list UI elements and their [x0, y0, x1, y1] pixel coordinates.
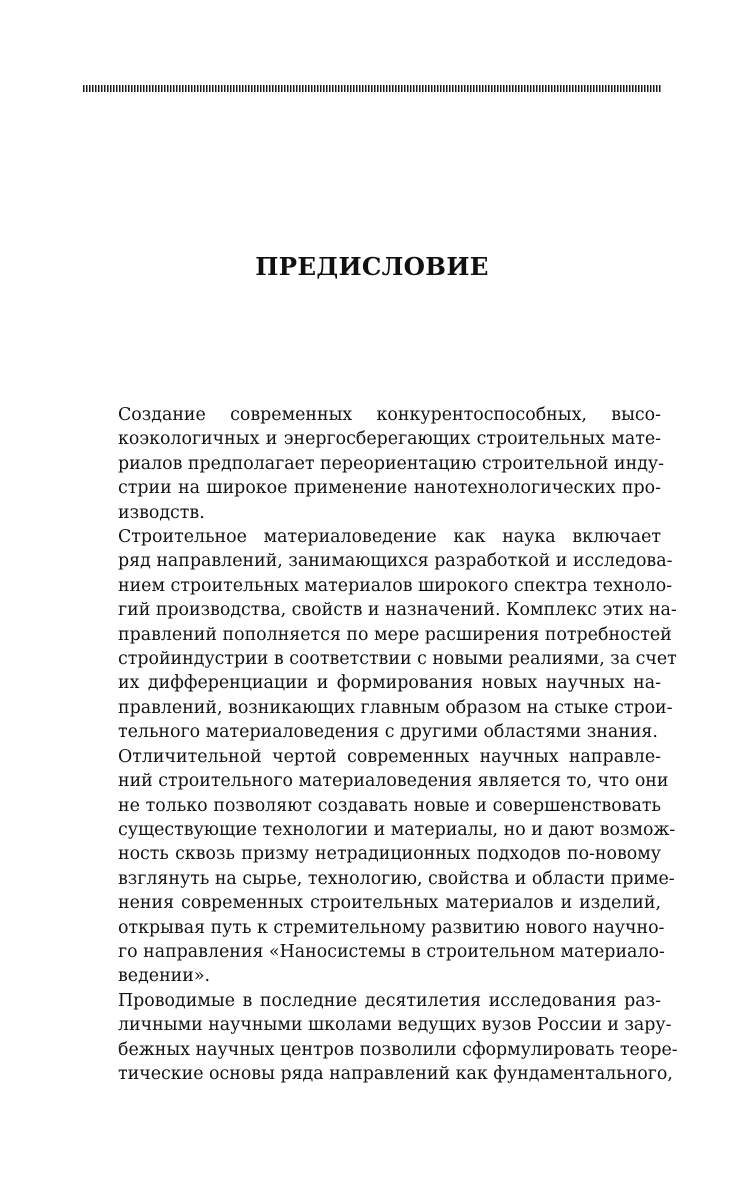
text-line: не только позволяют создавать новые и совершенствовать: [118, 795, 661, 816]
body-text: [83, 403, 678, 1086]
text-line: открывая путь к стремительному развитию нового научно-: [118, 917, 665, 938]
text-line: Проводимые в последние десятилетия исследования раз-: [118, 990, 661, 1011]
text-line: Строительное материаловедение как наука включает: [118, 527, 661, 548]
text-line: изводств.: [118, 502, 205, 523]
text-line: стрии на широкое применение нанотехнологических про-: [118, 478, 661, 499]
text-line: стройиндустрии в соответствии с новыми реалиями, за счет: [118, 649, 677, 670]
text-line: их дифференциации и формирования новых научных на-: [118, 673, 661, 694]
paragraph-2: [83, 525, 677, 745]
text-line: ность сквозь призму нетрадиционных подходов по-новому: [118, 844, 661, 865]
paragraph-1: [83, 403, 665, 525]
text-line: личными научными школами ведущих вузов России и зару-: [118, 1015, 672, 1036]
text-line: Создание современных конкурентоспособных, высо-: [118, 405, 661, 425]
text-line: го направления «Наносистемы в строительном материало-: [118, 941, 665, 962]
text-line: правлений, возникающих главным образом на стыке строи-: [118, 697, 673, 718]
text-line: тические основы ряда направлений как фундаментального,: [118, 1063, 673, 1084]
paragraph-3: [83, 745, 676, 989]
text-line: коэкологичных и энергосберегающих строительных мате-: [118, 429, 661, 450]
text-line: правлений пополняется по мере расширения потребностей: [118, 624, 672, 645]
text-line: бежных научных центров позволили сформулировать теоре-: [118, 1039, 678, 1060]
text-line: тельного материаловедения с другими областями знания.: [118, 722, 658, 743]
text-line: ний строительного материаловедения является то, что они: [118, 771, 669, 792]
text-line: Отличительной чертой современных научных направле-: [118, 746, 661, 767]
text-line: взглянуть на сырье, технологию, свойства и области приме-: [118, 868, 675, 889]
text-line: риалов предполагает переориентацию строительной инду-: [118, 453, 665, 474]
text-line: ведении».: [118, 966, 211, 987]
text-line: существующие технологии и материалы, но и дают возмож-: [118, 819, 676, 840]
text-line: ряд направлений, занимающихся разработкой и исследова-: [118, 551, 673, 572]
text-line: нения современных строительных материалов и изделий,: [118, 893, 661, 914]
text-line: гий производства, свойств и назначений. Комплекс этих на-: [118, 600, 677, 621]
text-line: нием строительных материалов широкого спектра техноло-: [118, 575, 673, 596]
page-title: ПРЕДИСЛОВИЕ: [255, 252, 489, 281]
paragraph-4: [83, 989, 678, 1087]
header-rule: [83, 85, 661, 92]
